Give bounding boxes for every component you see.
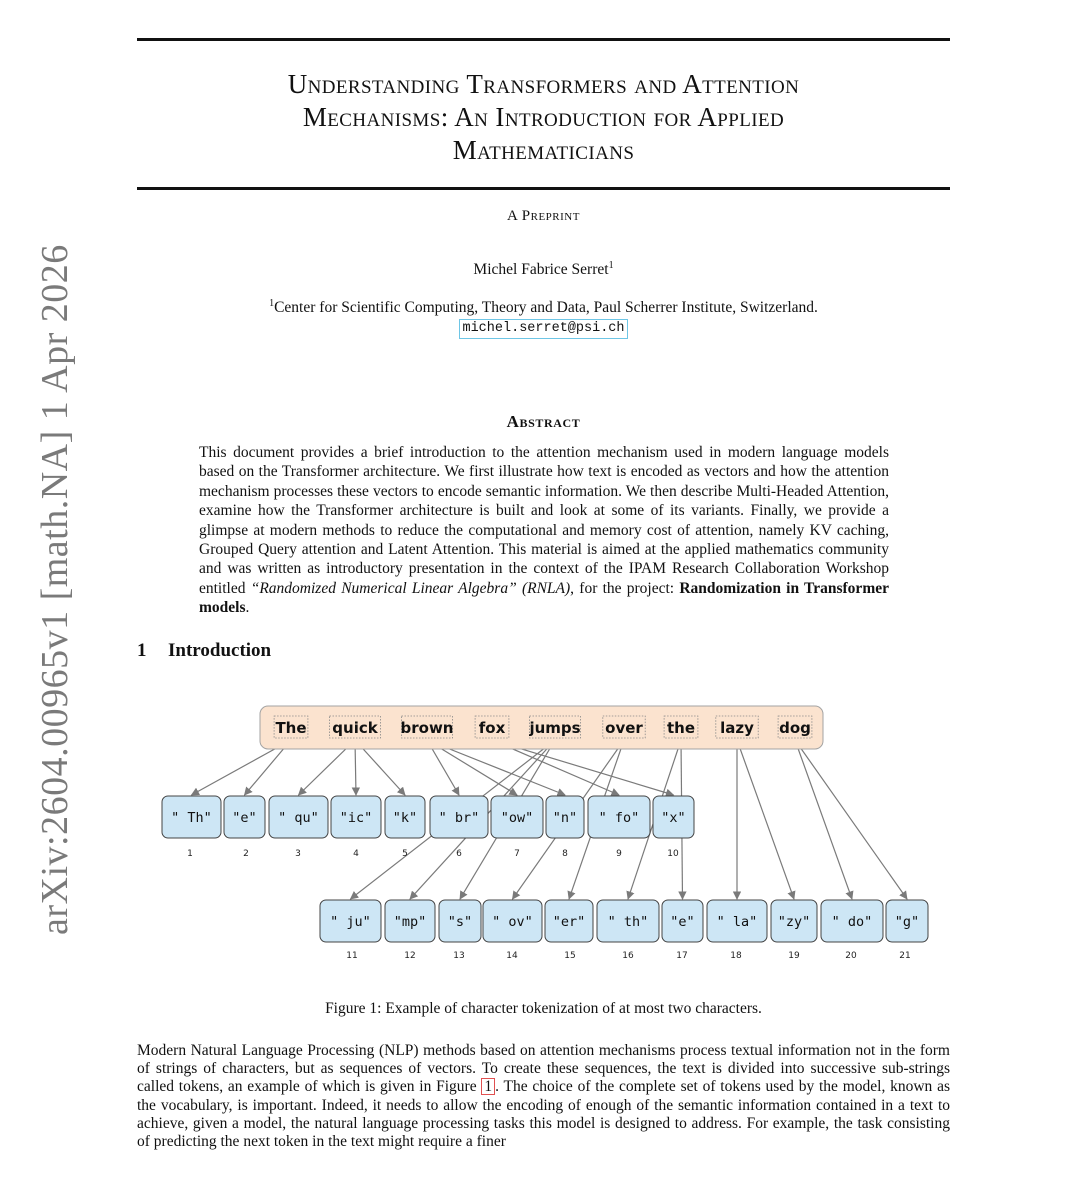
abstract-text: This document provides a brief introduction to the attention mechanism used in modern language models based on the Transformer architecture. We first illustrate how text is encoded as vectors and how the attention mechanism processes these vectors to encode semantic information. We then describe Multi-Headed Attention, examine how the Transformer architecture is built and look at some of its variants. Finally, we provide a glimpse at modern methods to reduce the computational and memory cost of attention, namely KV caching, Grouped Query attention and Latent Attention. This material is aimed at the applied mathematics community and was written as introductory presentation in the context of the IPAM Research Collaboration Workshop entitled bbox=[199, 444, 889, 597]
author-email-link[interactable]: michel.serret@psi.ch bbox=[459, 319, 627, 339]
token-index: 5 bbox=[402, 849, 408, 859]
sentence-word: the bbox=[666, 719, 696, 737]
title-line-1: Understanding Transformers and Attention bbox=[287, 69, 800, 99]
abstract-text-mid: , for the project: bbox=[570, 579, 680, 597]
sentence-words bbox=[274, 716, 812, 738]
sentence-word: The bbox=[275, 719, 307, 737]
section-number: 1 bbox=[137, 640, 147, 661]
token-index: 7 bbox=[514, 849, 520, 859]
token-index: 15 bbox=[564, 951, 576, 961]
sentence-word: fox bbox=[478, 719, 506, 737]
token-label: "n" bbox=[552, 810, 578, 826]
token-label: "er" bbox=[552, 914, 586, 930]
token-label: "e" bbox=[232, 810, 257, 826]
token-index: 3 bbox=[295, 849, 301, 859]
token-label: "zy" bbox=[777, 914, 811, 930]
token-index: 1 bbox=[187, 849, 193, 859]
token-index: 9 bbox=[616, 849, 622, 859]
affiliation-text: Center for Scientific Computing, Theory and Data, Paul Scherrer Institute, Switzerland. bbox=[274, 299, 818, 317]
token-label: " la" bbox=[716, 914, 758, 930]
intro-text-1: Modern Natural Language Processing (NLP) methods based on attention mechanisms process textual information not in the form of strings of characters, but as sequences of vectors. To create these sequences, the text is divided into successive sub-strings called tokens, an example of which is given in Figure bbox=[137, 1042, 950, 1096]
token-label: "x" bbox=[661, 810, 686, 826]
affiliation-mark: 1 bbox=[269, 298, 275, 309]
token-index: 2 bbox=[243, 849, 249, 859]
abstract-workshop-name: “Randomized Numerical Linear Algebra” (RNLA) bbox=[250, 579, 571, 597]
token-index: 10 bbox=[667, 849, 679, 859]
sentence-word: quick bbox=[332, 719, 378, 737]
token-label: " ju" bbox=[330, 914, 371, 930]
abstract-text-end: . bbox=[245, 599, 250, 617]
token-label: "e" bbox=[670, 914, 695, 930]
sentence-word: lazy bbox=[720, 719, 754, 737]
sentence-word: brown bbox=[400, 719, 454, 737]
author-name: Michel Fabrice Serret bbox=[473, 261, 609, 279]
token-label: " qu" bbox=[278, 810, 319, 826]
abstract-heading: Abstract bbox=[506, 412, 581, 431]
token-index: 6 bbox=[456, 849, 462, 859]
sentence-word: jumps bbox=[529, 719, 581, 737]
token-row-2 bbox=[320, 900, 928, 961]
token-label: " br" bbox=[438, 810, 480, 826]
token-label: "mp" bbox=[393, 914, 427, 930]
token-label: "s" bbox=[447, 914, 473, 930]
preprint-label: A Preprint bbox=[507, 208, 580, 224]
token-label: "ic" bbox=[339, 810, 373, 826]
token-label: " fo" bbox=[598, 810, 640, 826]
intro-paragraph bbox=[137, 1042, 950, 1151]
title-line-2: Mechanisms: An Introduction for Applied bbox=[302, 102, 785, 132]
token-label: "k" bbox=[392, 810, 418, 826]
figure-reference-link[interactable]: 1 bbox=[481, 1078, 495, 1095]
token-label: "g" bbox=[894, 914, 920, 930]
token-index: 17 bbox=[676, 951, 688, 961]
intro-text-2: . The choice of the complete set of tokens used by the model, known as the vocabulary, is important. Indeed, it needs to allow the encoding of enough of the semantic information contained in a text to achieve, given a model, the natural language processing tasks this model is designed to address. For example, the task consisting of predicting the next token in the text might require a finer bbox=[137, 1078, 950, 1151]
sentence-word: over bbox=[605, 719, 643, 737]
token-arrow bbox=[795, 740, 852, 899]
token-index: 11 bbox=[346, 951, 358, 961]
token-label: " do" bbox=[831, 914, 873, 930]
token-label: " ov" bbox=[492, 914, 533, 930]
token-index: 4 bbox=[353, 849, 359, 859]
sentence-word: dog bbox=[779, 719, 811, 737]
author-affiliation-mark: 1 bbox=[608, 260, 614, 271]
token-label: " th" bbox=[607, 914, 649, 930]
abstract-project-name: Randomization in Transformer models bbox=[199, 579, 889, 617]
token-index: 18 bbox=[730, 951, 742, 961]
figure-caption: Figure 1: Example of character tokenization of at most two characters. bbox=[325, 1000, 762, 1017]
token-index: 13 bbox=[453, 951, 465, 961]
token-index: 16 bbox=[622, 951, 634, 961]
token-index: 20 bbox=[845, 951, 857, 961]
token-index: 19 bbox=[788, 951, 800, 961]
token-label: " Th" bbox=[171, 810, 212, 826]
token-index: 14 bbox=[506, 951, 518, 961]
token-index: 21 bbox=[899, 951, 911, 961]
token-arrow bbox=[737, 740, 794, 899]
token-arrow bbox=[795, 740, 907, 899]
title-line-3: Mathematicians bbox=[452, 135, 635, 165]
section-title: Introduction bbox=[168, 640, 272, 661]
token-label: "ow" bbox=[500, 810, 534, 826]
token-index: 8 bbox=[562, 849, 568, 859]
token-row-1 bbox=[162, 796, 694, 859]
token-index: 12 bbox=[404, 951, 416, 961]
arxiv-identifier[interactable]: arXiv:2604.00965v1 [math.NA] 1 Apr 2026 bbox=[34, 244, 76, 935]
